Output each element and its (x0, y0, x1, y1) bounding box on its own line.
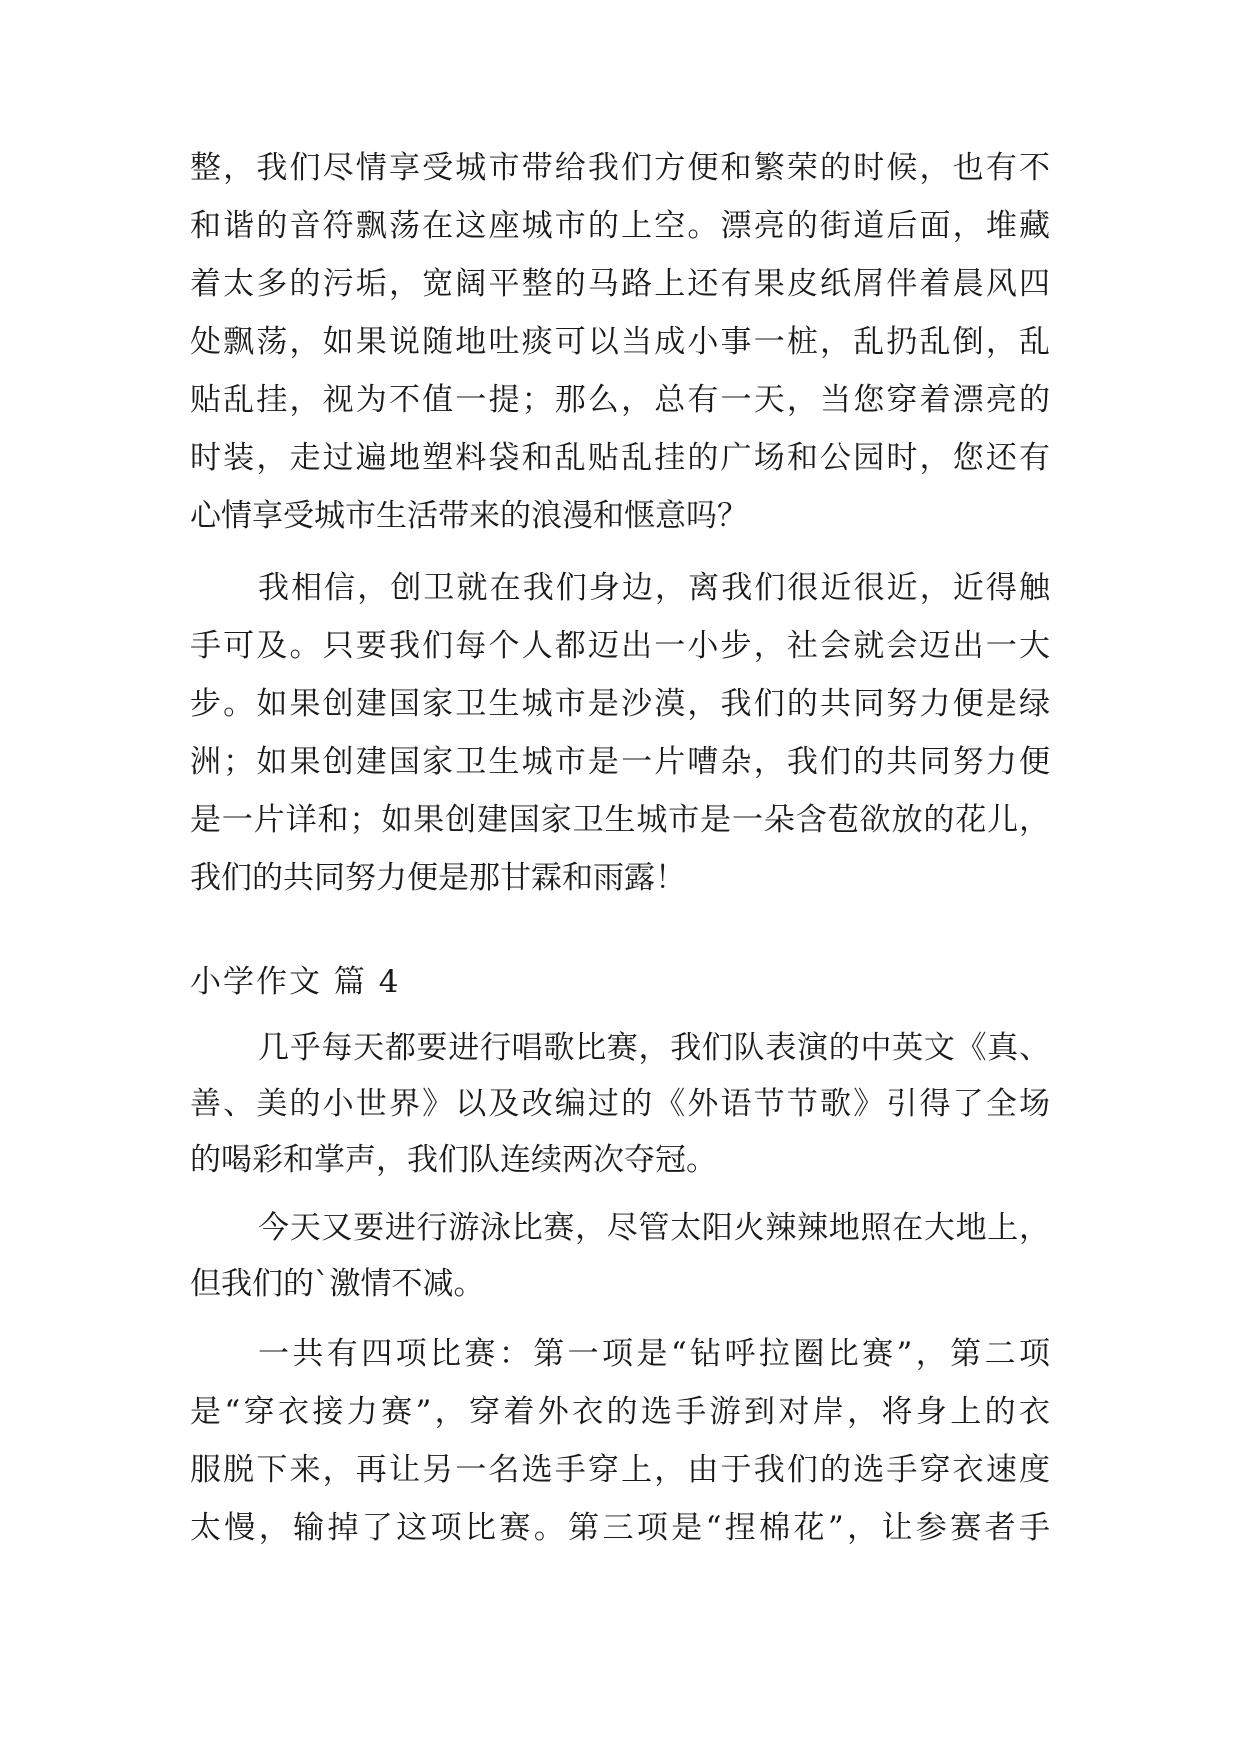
paragraph-1-line-4: 处飘荡，如果说随地吐痰可以当成小事一桩，乱扔乱倒，乱 (190, 324, 1050, 360)
paragraph-1-line-6: 时装，走过遍地塑料袋和乱贴乱挂的广场和公园时，您还有 (190, 440, 1050, 476)
paragraph-2-line-1: 我相信，创卫就在我们身边，离我们很近很近，近得触 (258, 570, 1050, 606)
section-paragraph-3-line-2: 是“穿衣接力赛”，穿着外衣的选手游到对岸，将身上的衣 (190, 1394, 1050, 1430)
paragraph-1-line-5: 贴乱挂，视为不值一提；那么，总有一天，当您穿着漂亮的 (190, 382, 1050, 418)
paragraph-2-line-2: 手可及。只要我们每个人都迈出一小步，社会就会迈出一大 (190, 628, 1050, 664)
paragraph-2-line-6: 我们的共同努力便是那甘霖和雨露！ (190, 860, 686, 896)
paragraph-2-line-5: 是一片详和；如果创建国家卫生城市是一朵含苞欲放的花儿， (190, 802, 1050, 838)
section-paragraph-1-line-3: 的喝彩和掌声，我们队连续两次夺冠。 (190, 1142, 717, 1178)
paragraph-2-line-4: 洲；如果创建国家卫生城市是一片嘈杂，我们的共同努力便 (190, 744, 1050, 780)
section-paragraph-1-line-1: 几乎每天都要进行唱歌比赛，我们队表演的中英文《真、 (258, 1030, 1050, 1066)
section-paragraph-3-line-3: 服脱下来，再让另一名选手穿上，由于我们的选手穿衣速度 (190, 1452, 1050, 1488)
paragraph-1-line-7: 心情享受城市生活带来的浪漫和惬意吗？ (190, 498, 748, 534)
paragraph-1-line-2: 和谐的音符飘荡在这座城市的上空。漂亮的街道后面，堆藏 (190, 208, 1050, 244)
paragraph-1-line-1: 整，我们尽情享受城市带给我们方便和繁荣的时候，也有不 (190, 150, 1050, 186)
section-paragraph-3-line-1: 一共有四项比赛：第一项是“钻呼拉圈比赛”，第二项 (258, 1336, 1050, 1372)
section-title: 小学作文 篇 4 (190, 964, 401, 1000)
section-paragraph-1-line-2: 善、美的小世界》以及改编过的《外语节节歌》引得了全场 (190, 1086, 1050, 1122)
section-paragraph-3-line-4: 太慢，输掉了这项比赛。第三项是“捏棉花”，让参赛者手 (190, 1510, 1050, 1546)
section-paragraph-2-line-2: 但我们的`激情不减。 (190, 1266, 485, 1302)
section-paragraph-2-line-1: 今天又要进行游泳比赛，尽管太阳火辣辣地照在大地上， (258, 1210, 1050, 1246)
paragraph-1-line-3: 着太多的污垢，宽阔平整的马路上还有果皮纸屑伴着晨风四 (190, 266, 1050, 302)
paragraph-2-line-3: 步。如果创建国家卫生城市是沙漠，我们的共同努力便是绿 (190, 686, 1050, 722)
